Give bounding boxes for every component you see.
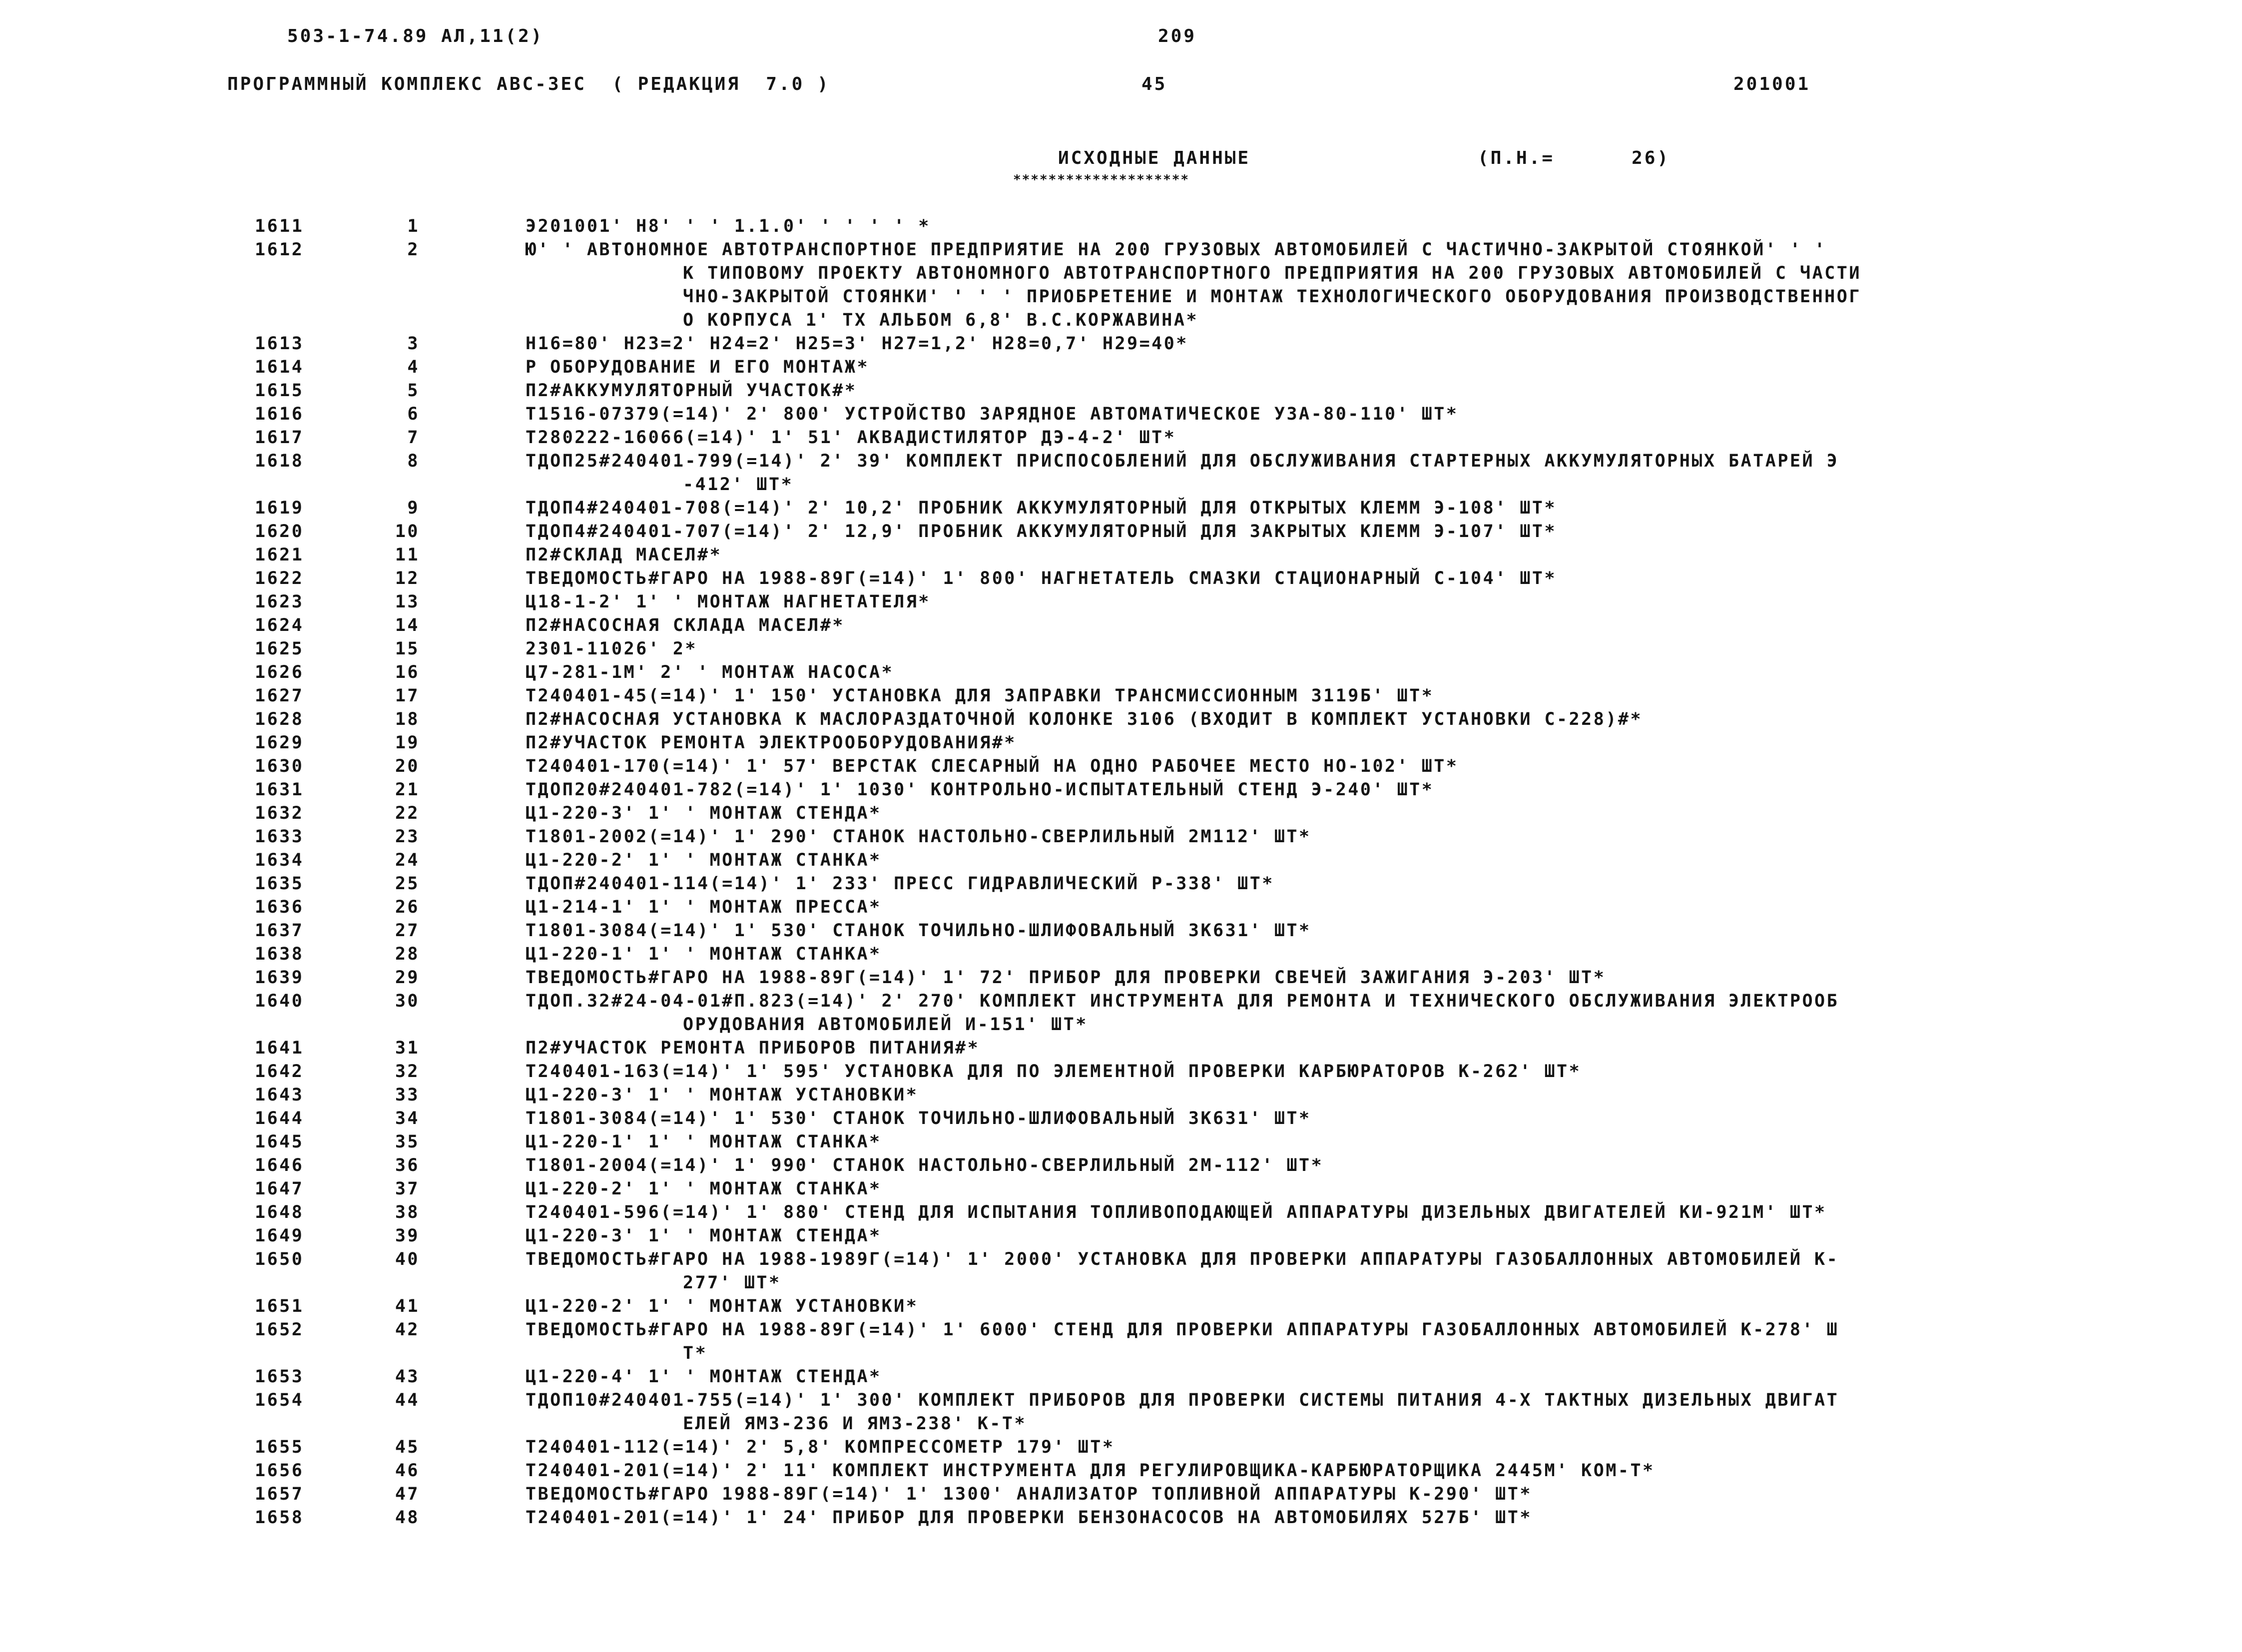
record-continuation-line: -412' ШТ*: [683, 475, 794, 495]
record-line: Т240401-163(=14)' 1' 595' УСТАНОВКА ДЛЯ ПО ЭЛЕМЕНТНОЙ ПРОВЕРКИ КАРБЮРАТОРОВ К-262' ШТ*: [526, 1062, 1582, 1082]
record-index: 10: [395, 522, 420, 542]
listing-row: [0, 1060, 2242, 1084]
line-number: 1631: [255, 780, 304, 800]
listing-row: [0, 379, 2242, 403]
record-text: [526, 1389, 2024, 1436]
listing-row: [0, 497, 2242, 520]
record-line: Р ОБОРУДОВАНИЕ И ЕГО МОНТАЖ*: [526, 357, 870, 377]
record-text: [526, 778, 2024, 802]
record-text: [526, 1459, 2024, 1483]
record-text: [526, 1295, 2024, 1318]
record-continuation-line: О КОРПУСА 1' ТХ АЛЬБОМ 6,8' В.С.КОРЖАВИНА*: [683, 310, 1199, 330]
record-text: [526, 520, 2024, 544]
line-number: 1654: [255, 1390, 304, 1410]
line-number: 1638: [255, 944, 304, 964]
record-line: Э201001' Н8' ' ' 1.1.0' ' ' ' ' *: [526, 216, 931, 236]
listing-row: [0, 332, 2242, 356]
record-text: [526, 332, 2024, 356]
line-number: 1622: [255, 568, 304, 588]
record-index: 18: [395, 709, 420, 729]
record-line: Т240401-201(=14)' 1' 24' ПРИБОР ДЛЯ ПРОВЕРКИ БЕНЗОНАСОСОВ НА АВТОМОБИЛЯХ 527Б' ШТ*: [526, 1508, 1532, 1528]
line-number: 1653: [255, 1367, 304, 1387]
record-line: П2#УЧАСТОК РЕМОНТА ПРИБОРОВ ПИТАНИЯ#*: [526, 1038, 980, 1058]
record-index: 46: [395, 1461, 420, 1481]
program-title: ПРОГРАММНЫЙ КОМПЛЕКС АВС-3ЕС ( РЕДАКЦИЯ 7.0 ): [227, 74, 830, 94]
listing-row: [0, 919, 2242, 943]
record-text: [526, 238, 2024, 332]
record-line: Т1801-3084(=14)' 1' 530' СТАНОК ТОЧИЛЬНО-ШЛИФОВАЛЬНЫЙ 3К631' ШТ*: [526, 921, 1311, 941]
line-number: 1623: [255, 592, 304, 612]
line-number: 1613: [255, 334, 304, 354]
line-number: 1650: [255, 1249, 304, 1269]
line-number: 1628: [255, 709, 304, 729]
record-line: Ц1-220-2' 1' ' МОНТАЖ СТАНКА*: [526, 850, 882, 870]
listing-row: [0, 802, 2242, 825]
record-text: [526, 590, 2024, 614]
record-line: ТДОП.32#24-04-01#П.823(=14)' 2' 270' КОМПЛЕКТ ИНСТРУМЕНТА ДЛЯ РЕМОНТА И ТЕХНИЧЕСКОГО ОБСЛУЖИВАНИЯ ЭЛЕКТРООБ: [526, 991, 1839, 1011]
record-index: 34: [395, 1108, 420, 1128]
line-number: 1641: [255, 1038, 304, 1058]
record-index: 23: [395, 827, 420, 847]
listing-row: [0, 1295, 2242, 1318]
line-number: 1640: [255, 991, 304, 1011]
listing-row: [0, 825, 2242, 849]
record-index: 5: [407, 381, 420, 401]
listing-row: [0, 731, 2242, 755]
record-index: 33: [395, 1085, 420, 1105]
record-index: 42: [395, 1320, 420, 1340]
record-line: Ю' ' АВТОНОМНОЕ АВТОТРАНСПОРТНОЕ ПРЕДПРИЯТИЕ НА 200 ГРУЗОВЫХ АВТОМОБИЛЕЙ С ЧАСТИЧНО-ЗАКРЫТОЙ СТОЯНКОЙ' ' ': [526, 240, 1827, 260]
record-line: ТДОП20#240401-782(=14)' 1' 1030' КОНТРОЛЬНО-ИСПЫТАТЕЛЬНЫЙ СТЕНД Э-240' ШТ*: [526, 780, 1434, 800]
record-text: [526, 1224, 2024, 1248]
record-text: [526, 403, 2024, 426]
line-number: 1629: [255, 733, 304, 753]
record-line: П2#НАСОСНАЯ УСТАНОВКА К МАСЛОРАЗДАТОЧНОЙ КОЛОНКЕ 3106 (ВХОДИТ В КОМПЛЕКТ УСТАНОВКИ С-228)#*: [526, 709, 1643, 729]
record-text: [526, 825, 2024, 849]
pn-label: (П.Н.= 26): [1478, 148, 1671, 168]
record-index: 35: [395, 1132, 420, 1152]
listing-row: [0, 943, 2242, 966]
line-number: 1651: [255, 1296, 304, 1316]
title-underline: ********************: [1013, 172, 1190, 187]
record-index: 6: [407, 404, 420, 424]
record-text: [526, 1084, 2024, 1107]
listing-row: [0, 1084, 2242, 1107]
record-text: [526, 356, 2024, 379]
record-index: 29: [395, 968, 420, 988]
record-line: ТДОП4#240401-708(=14)' 2' 10,2' ПРОБНИК АККУМУЛЯТОРНЫЙ ДЛЯ ОТКРЫТЫХ КЛЕММ Э-108' ШТ*: [526, 498, 1557, 518]
record-index: 20: [395, 756, 420, 776]
record-index: 2: [407, 240, 420, 260]
record-line: ТВЕДОМОСТЬ#ГАРО НА 1988-89Г(=14)' 1' 800' НАГНЕТАТЕЛЬ СМАЗКИ СТАЦИОНАРНЫЙ С-104' ШТ*: [526, 568, 1557, 588]
record-text: [526, 1201, 2024, 1224]
line-number: 1634: [255, 850, 304, 870]
line-number: 1648: [255, 1202, 304, 1222]
record-index: 47: [395, 1484, 420, 1504]
record-line: 2301-11026' 2*: [526, 639, 698, 659]
line-number: 1615: [255, 381, 304, 401]
record-text: [526, 755, 2024, 778]
listing-row: [0, 1436, 2242, 1459]
record-line: Ц1-220-3' 1' ' МОНТАЖ СТЕНДА*: [526, 1226, 882, 1246]
record-index: 13: [395, 592, 420, 612]
record-index: 21: [395, 780, 420, 800]
listing-row: [0, 1483, 2242, 1506]
record-text: [526, 1318, 2024, 1365]
record-index: 41: [395, 1296, 420, 1316]
record-line: ТДОП4#240401-707(=14)' 2' 12,9' ПРОБНИК АККУМУЛЯТОРНЫЙ ДЛЯ ЗАКРЫТЫХ КЛЕММ Э-107' ШТ*: [526, 522, 1557, 542]
record-continuation-line: ЧНО-ЗАКРЫТОЙ СТОЯНКИ' ' ' ' ПРИОБРЕТЕНИЕ И МОНТАЖ ТЕХНОЛОГИЧЕСКОГО ОБОРУДОВАНИЯ ПРОИЗВОДСТВЕННОГ: [683, 287, 1861, 307]
line-number: 1639: [255, 968, 304, 988]
line-number: 1642: [255, 1062, 304, 1082]
record-index: 8: [407, 451, 420, 471]
listing-row: [0, 238, 2242, 332]
record-index: 12: [395, 568, 420, 588]
record-index: 43: [395, 1367, 420, 1387]
record-text: [526, 215, 2024, 238]
record-line: Т1516-07379(=14)' 2' 800' УСТРОЙСТВО ЗАРЯДНОЕ АВТОМАТИЧЕСКОЕ УЗА-80-110' ШТ*: [526, 404, 1459, 424]
listing-row: [0, 450, 2242, 497]
listing-row: [0, 567, 2242, 590]
line-number: 1630: [255, 756, 304, 776]
record-text: [526, 1506, 2024, 1530]
record-line: Т240401-201(=14)' 2' 11' КОМПЛЕКТ ИНСТРУМЕНТА ДЛЯ РЕГУЛИРОВЩИКА-КАРБЮРАТОРЩИКА 2445М' КОМ-Т*: [526, 1461, 1655, 1481]
record-line: П2#АККУМУЛЯТОРНЫЙ УЧАСТОК#*: [526, 381, 857, 401]
line-number: 1635: [255, 874, 304, 894]
listing-row: [0, 684, 2242, 708]
record-line: Т1801-3084(=14)' 1' 530' СТАНОК ТОЧИЛЬНО-ШЛИФОВАЛЬНЫЙ 3К631' ШТ*: [526, 1108, 1311, 1128]
listing-row: [0, 1107, 2242, 1130]
record-text: [526, 872, 2024, 896]
record-text: [526, 708, 2024, 731]
listing-row: [0, 661, 2242, 684]
record-index: 14: [395, 615, 420, 635]
record-line: Ц1-220-1' 1' ' МОНТАЖ СТАНКА*: [526, 1132, 882, 1152]
record-index: 28: [395, 944, 420, 964]
line-number: 1633: [255, 827, 304, 847]
listing-row: [0, 1224, 2242, 1248]
record-line: Т240401-45(=14)' 1' 150' УСТАНОВКА ДЛЯ ЗАПРАВКИ ТРАНСМИССИОННЫМ 3119Б' ШТ*: [526, 686, 1434, 706]
record-index: 31: [395, 1038, 420, 1058]
record-text: [526, 919, 2024, 943]
record-index: 48: [395, 1508, 420, 1528]
record-line: Ц1-214-1' 1' ' МОНТАЖ ПРЕССА*: [526, 897, 882, 917]
record-text: [526, 684, 2024, 708]
listing-row: [0, 426, 2242, 450]
line-number: 1657: [255, 1484, 304, 1504]
record-text: [526, 1436, 2024, 1459]
record-line: ТВЕДОМОСТЬ#ГАРО 1988-89Г(=14)' 1' 1300' АНАЛИЗАТОР ТОПЛИВНОЙ АППАРАТУРЫ К-290' ШТ*: [526, 1484, 1532, 1504]
record-text: [526, 990, 2024, 1037]
listing-row: [0, 1389, 2242, 1436]
record-index: 27: [395, 921, 420, 941]
record-line: П2#УЧАСТОК РЕМОНТА ЭЛЕКТРООБОРУДОВАНИЯ#*: [526, 733, 1017, 753]
listing-row: [0, 990, 2242, 1037]
record-index: 9: [407, 498, 420, 518]
record-index: 45: [395, 1437, 420, 1457]
record-continuation-line: ЕЛЕЙ ЯМЗ-236 И ЯМЗ-238' К-Т*: [683, 1414, 1027, 1434]
record-line: Ц1-220-2' 1' ' МОНТАЖ СТАНКА*: [526, 1179, 882, 1199]
record-text: [526, 450, 2024, 497]
record-index: 37: [395, 1179, 420, 1199]
line-number: 1637: [255, 921, 304, 941]
line-number: 1611: [255, 216, 304, 236]
record-text: [526, 966, 2024, 990]
listing-row: [0, 896, 2242, 919]
record-text: [526, 637, 2024, 661]
record-index: 30: [395, 991, 420, 1011]
sheet-number: 45: [1141, 74, 1167, 94]
record-line: Ц1-220-1' 1' ' МОНТАЖ СТАНКА*: [526, 944, 882, 964]
record-text: [526, 1037, 2024, 1060]
record-text: [526, 426, 2024, 450]
record-line: Ц7-281-1М' 2' ' МОНТАЖ НАСОСА*: [526, 662, 894, 682]
record-text: [526, 497, 2024, 520]
listing-row: [0, 356, 2242, 379]
record-text: [526, 661, 2024, 684]
record-index: 38: [395, 1202, 420, 1222]
listing-row: [0, 1154, 2242, 1177]
line-number: 1616: [255, 404, 304, 424]
record-text: [526, 731, 2024, 755]
line-number: 1617: [255, 428, 304, 448]
record-text: [526, 1060, 2024, 1084]
record-continuation-line: К ТИПОВОМУ ПРОЕКТУ АВТОНОМНОГО АВТОТРАНСПОРТНОГО ПРЕДПРИЯТИЯ НА 200 ГРУЗОВЫХ АВТОМОБИЛЕЙ С ЧАСТИ: [683, 263, 1861, 283]
line-number: 1626: [255, 662, 304, 682]
listing-row: [0, 872, 2242, 896]
record-index: 24: [395, 850, 420, 870]
line-number: 1627: [255, 686, 304, 706]
record-text: [526, 896, 2024, 919]
listing-row: [0, 708, 2242, 731]
record-line: ТВЕДОМОСТЬ#ГАРО НА 1988-89Г(=14)' 1' 6000' СТЕНД ДЛЯ ПРОВЕРКИ АППАРАТУРЫ ГАЗОБАЛЛОННЫХ АВТОМОБИЛЕЙ К-278' Ш: [526, 1320, 1839, 1340]
line-number: 1658: [255, 1508, 304, 1528]
record-line: Ц1-220-3' 1' ' МОНТАЖ УСТАНОВКИ*: [526, 1085, 919, 1105]
listing-row: [0, 1130, 2242, 1154]
data-listing: [0, 215, 2242, 1530]
listing-row: [0, 849, 2242, 872]
record-index: 44: [395, 1390, 420, 1410]
record-line: Т240401-112(=14)' 2' 5,8' КОМПРЕССОМЕТР 179' ШТ*: [526, 1437, 1115, 1457]
listing-row: [0, 614, 2242, 637]
listing-row: [0, 778, 2242, 802]
record-line: ТВЕДОМОСТЬ#ГАРО НА 1988-1989Г(=14)' 1' 2000' УСТАНОВКА ДЛЯ ПРОВЕРКИ АППАРАТУРЫ ГАЗОБАЛЛОННЫХ АВТОМОБИЛЕЙ К-: [526, 1249, 1839, 1269]
line-number: 1643: [255, 1085, 304, 1105]
listing-row: [0, 1177, 2242, 1201]
record-line: Ц1-220-3' 1' ' МОНТАЖ СТЕНДА*: [526, 803, 882, 823]
record-line: Т240401-170(=14)' 1' 57' ВЕРСТАК СЛЕСАРНЫЙ НА ОДНО РАБОЧЕЕ МЕСТО НО-102' ШТ*: [526, 756, 1459, 776]
listing-row: [0, 1365, 2242, 1389]
record-index: 1: [407, 216, 420, 236]
record-line: П2#НАСОСНАЯ СКЛАДА МАСЕЛ#*: [526, 615, 845, 635]
line-number: 1647: [255, 1179, 304, 1199]
record-line: Т1801-2004(=14)' 1' 990' СТАНОК НАСТОЛЬНО-СВЕРЛИЛЬНЫЙ 2М-112' ШТ*: [526, 1155, 1324, 1175]
record-text: [526, 1107, 2024, 1130]
record-line: ТДОП10#240401-755(=14)' 1' 300' КОМПЛЕКТ ПРИБОРОВ ДЛЯ ПРОВЕРКИ СИСТЕМЫ ПИТАНИЯ 4-Х ТАКТНЫХ ДИЗЕЛЬНЫХ ДВИГАТ: [526, 1390, 1839, 1410]
line-number: 1655: [255, 1437, 304, 1457]
listing-row: [0, 403, 2242, 426]
record-line: ТВЕДОМОСТЬ#ГАРО НА 1988-89Г(=14)' 1' 72' ПРИБОР ДЛЯ ПРОВЕРКИ СВЕЧЕЙ ЗАЖИГАНИЯ Э-203' ШТ*: [526, 968, 1606, 988]
line-number: 1646: [255, 1155, 304, 1175]
record-line: ТДОП#240401-114(=14)' 1' 233' ПРЕСС ГИДРАВЛИЧЕСКИЙ Р-338' ШТ*: [526, 874, 1274, 894]
record-line: Ц18-1-2' 1' ' МОНТАЖ НАГНЕТАТЕЛЯ*: [526, 592, 931, 612]
record-continuation-line: Т*: [683, 1343, 708, 1363]
record-index: 11: [395, 545, 420, 565]
line-number: 1644: [255, 1108, 304, 1128]
listing-row: [0, 520, 2242, 544]
record-text: [526, 1365, 2024, 1389]
record-text: [526, 1130, 2024, 1154]
line-number: 1652: [255, 1320, 304, 1340]
record-line: Ц1-220-2' 1' ' МОНТАЖ УСТАНОВКИ*: [526, 1296, 919, 1316]
record-line: Т1801-2002(=14)' 1' 290' СТАНОК НАСТОЛЬНО-СВЕРЛИЛЬНЫЙ 2М112' ШТ*: [526, 827, 1311, 847]
listing-row: [0, 1037, 2242, 1060]
record-text: [526, 1248, 2024, 1295]
record-line: Ц1-220-4' 1' ' МОНТАЖ СТЕНДА*: [526, 1367, 882, 1387]
record-index: 4: [407, 357, 420, 377]
record-text: [526, 567, 2024, 590]
record-index: 7: [407, 428, 420, 448]
page-number: 209: [1158, 26, 1197, 46]
line-number: 1649: [255, 1226, 304, 1246]
record-index: 19: [395, 733, 420, 753]
line-number: 1618: [255, 451, 304, 471]
record-text: [526, 1154, 2024, 1177]
record-index: 39: [395, 1226, 420, 1246]
record-text: [526, 1483, 2024, 1506]
record-index: 32: [395, 1062, 420, 1082]
line-number: 1624: [255, 615, 304, 635]
listing-row: [0, 1459, 2242, 1483]
listing-row: [0, 755, 2242, 778]
section-title: ИСХОДНЫЕ ДАННЫЕ: [1058, 148, 1251, 168]
record-text: [526, 849, 2024, 872]
record-text: [526, 614, 2024, 637]
record-index: 16: [395, 662, 420, 682]
line-number: 1625: [255, 639, 304, 659]
line-number: 1636: [255, 897, 304, 917]
record-index: 25: [395, 874, 420, 894]
record-line: Н16=80' Н23=2' Н24=2' Н25=3' Н27=1,2' Н28=0,7' Н29=40*: [526, 334, 1188, 354]
listing-row: [0, 1248, 2242, 1295]
line-number: 1645: [255, 1132, 304, 1152]
line-number: 1619: [255, 498, 304, 518]
record-line: Т240401-596(=14)' 1' 880' СТЕНД ДЛЯ ИСПЫТАНИЯ ТОПЛИВОПОДАЮЩЕЙ АППАРАТУРЫ ДИЗЕЛЬНЫХ ДВИГАТЕЛЕЙ КИ-921М' ШТ*: [526, 1202, 1827, 1222]
record-continuation-line: ОРУДОВАНИЯ АВТОМОБИЛЕЙ И-151' ШТ*: [683, 1015, 1088, 1035]
record-text: [526, 544, 2024, 567]
record-index: 22: [395, 803, 420, 823]
line-number: 1620: [255, 522, 304, 542]
object-code: 201001: [1733, 74, 1811, 94]
listing-row: [0, 544, 2242, 567]
listing-row: [0, 637, 2242, 661]
record-index: 3: [407, 334, 420, 354]
record-line: П2#СКЛАД МАСЕЛ#*: [526, 545, 722, 565]
record-index: 40: [395, 1249, 420, 1269]
listing-row: [0, 215, 2242, 238]
record-text: [526, 1177, 2024, 1201]
record-line: ТДОП25#240401-799(=14)' 2' 39' КОМПЛЕКТ ПРИСПОСОБЛЕНИЙ ДЛЯ ОБСЛУЖИВАНИЯ СТАРТЕРНЫХ АККУМУЛЯТОРНЫХ БАТАРЕЙ Э: [526, 451, 1839, 471]
record-text: [526, 802, 2024, 825]
line-number: 1612: [255, 240, 304, 260]
record-line: Т280222-16066(=14)' 1' 51' АКВАДИСТИЛЯТОР ДЭ-4-2' ШТ*: [526, 428, 1176, 448]
line-number: 1621: [255, 545, 304, 565]
record-index: 26: [395, 897, 420, 917]
record-text: [526, 379, 2024, 403]
record-index: 36: [395, 1155, 420, 1175]
line-number: 1656: [255, 1461, 304, 1481]
record-index: 15: [395, 639, 420, 659]
record-text: [526, 943, 2024, 966]
line-number: 1614: [255, 357, 304, 377]
record-index: 17: [395, 686, 420, 706]
line-number: 1632: [255, 803, 304, 823]
document-id: 503-1-74.89 АЛ,11(2): [287, 26, 544, 46]
listing-row: [0, 1201, 2242, 1224]
record-continuation-line: 277' ШТ*: [683, 1273, 781, 1293]
listing-row: [0, 1506, 2242, 1530]
listing-row: [0, 1318, 2242, 1365]
listing-row: [0, 590, 2242, 614]
listing-row: [0, 966, 2242, 990]
